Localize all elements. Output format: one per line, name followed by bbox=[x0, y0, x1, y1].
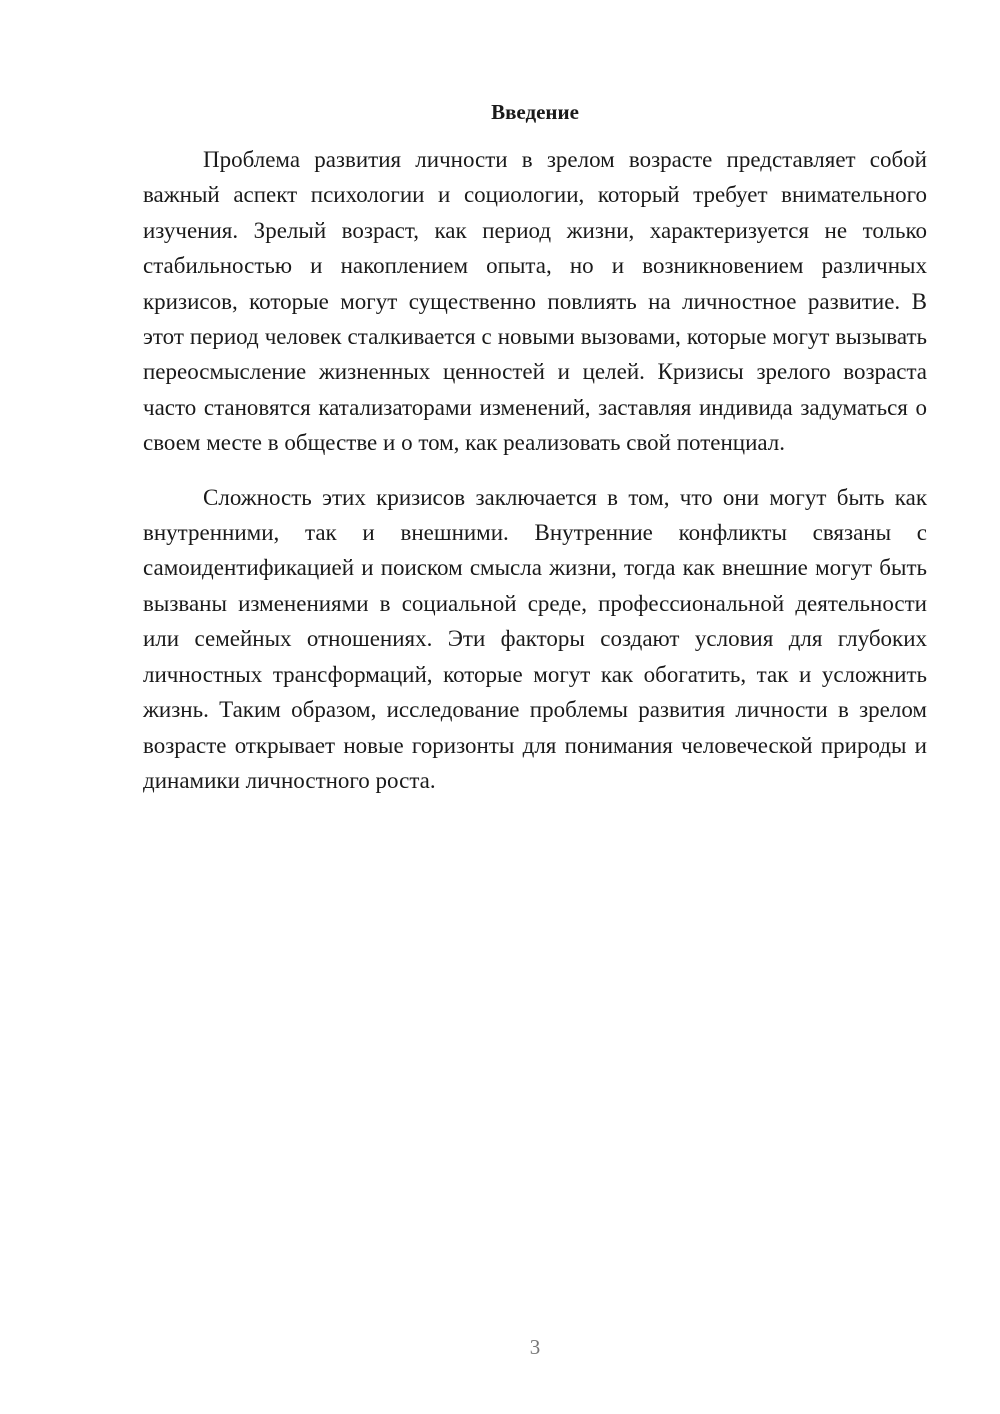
paragraph-2: Сложность этих кризисов заключается в том, что они могут быть как внутренними, так и внешними. Внутренние конфликты связаны с самоидентификацией и поиском смысла жизни, тогда как внешние могут быть вызваны изменениями в социальной среде, профессиональной деятельности или семейных отношениях. Эти факторы создают условия для глубоких личностных трансформаций, которые могут как обогатить, так и усложнить жизнь. Таким образом, исследование проблемы развития личности в зрелом возрасте открывает новые горизонты для понимания человеческой природы и динамики личностного роста. bbox=[143, 484, 927, 793]
document-body bbox=[143, 142, 927, 798]
paragraph-1: Проблема развития личности в зрелом возрасте представляет собой важный аспект психологии и социологии, который требует внимательного изучения. Зрелый возраст, как период жизни, характеризуется не только стабильностью и накоплением опыта, но и возникновением различных кризисов, которые могут существенно повлиять на личностное развитие. В этот период человек сталкивается с новыми вызовами, которые могут вызывать переосмысление жизненных ценностей и целей. Кризисы зрелого возраста часто становятся катализаторами изменений, заставляя индивида задуматься о своем месте в обществе и о том, как реализовать свой потенциал. bbox=[143, 147, 927, 456]
page-number: 3 bbox=[529, 1335, 541, 1359]
section-title: Введение bbox=[491, 100, 579, 124]
